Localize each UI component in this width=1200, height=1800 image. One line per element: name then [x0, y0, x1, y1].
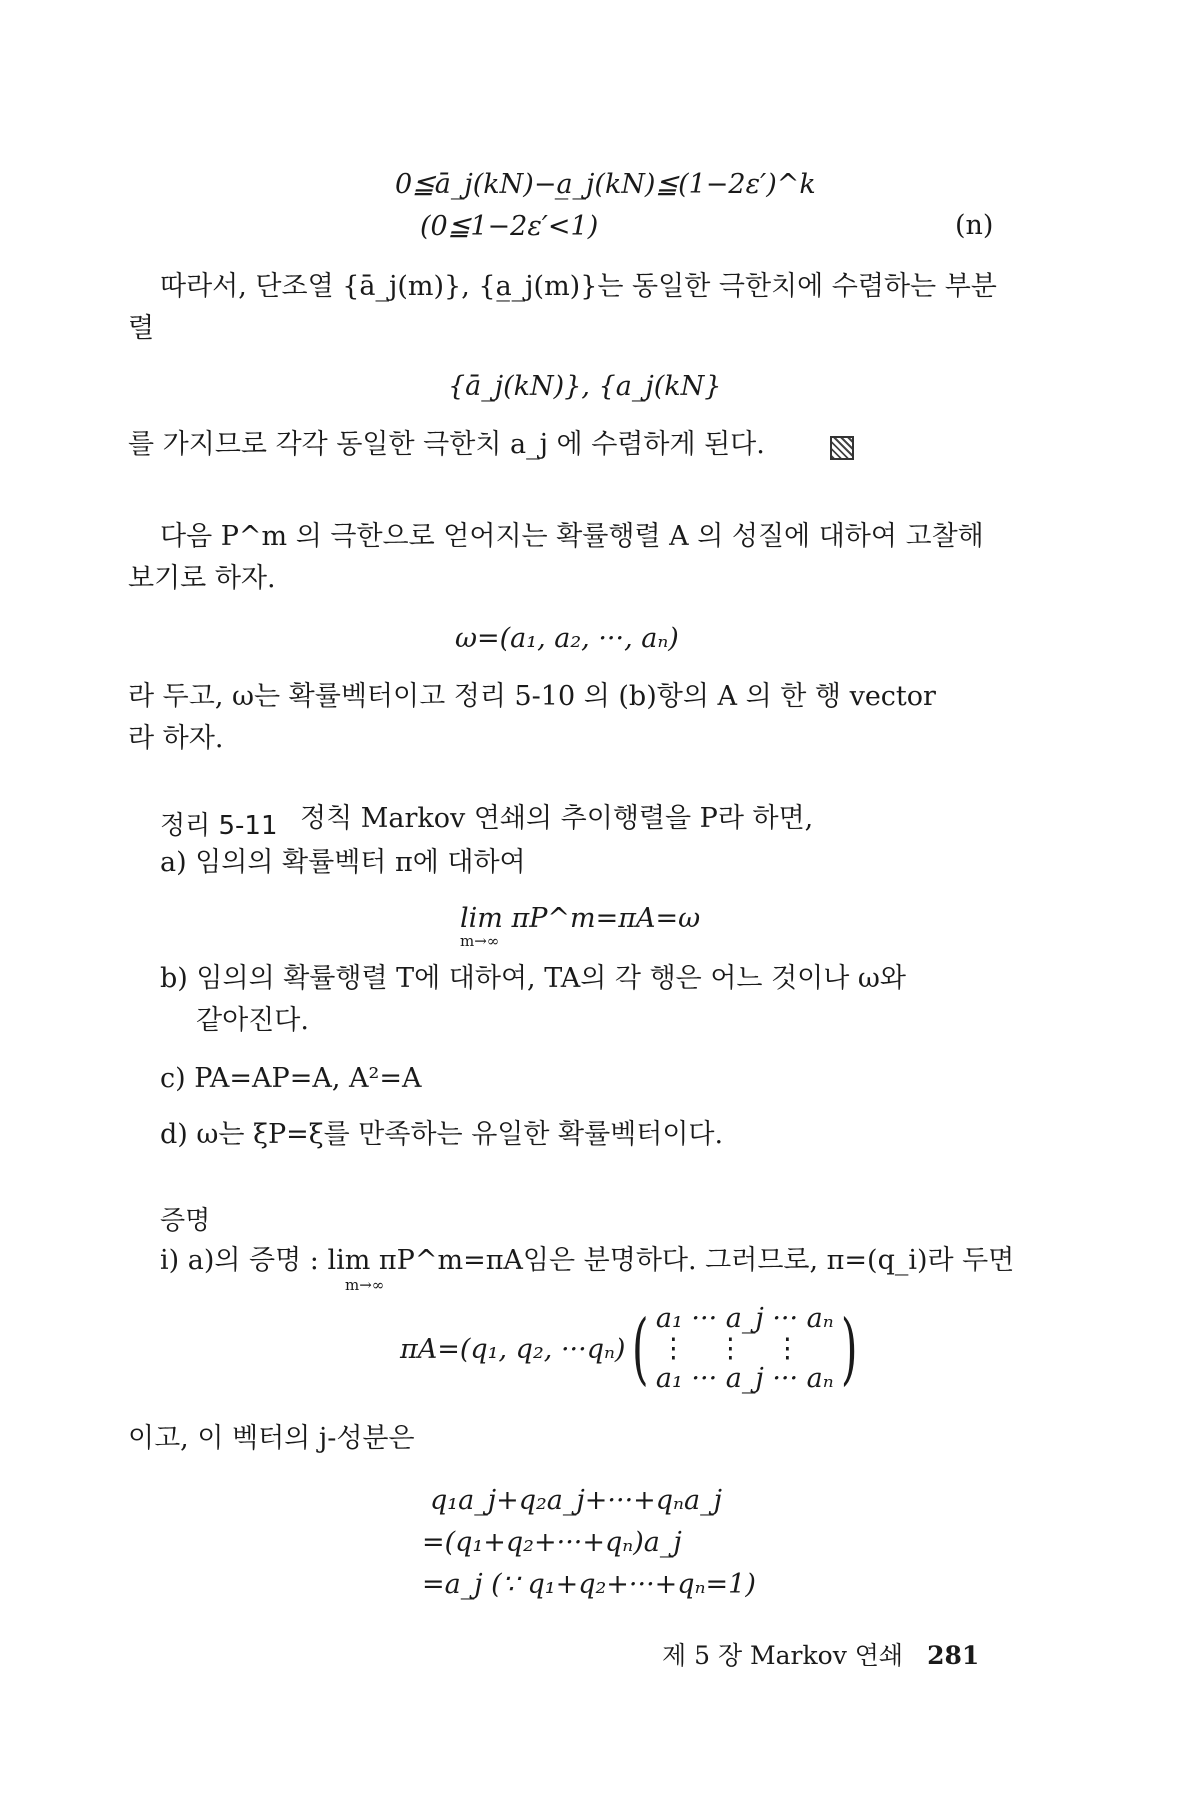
theorem-item-a: a) 임의의 확률벡터 π에 대하여 — [160, 847, 526, 878]
calc-line-3: =a_j (∵ q₁+q₂+···+qₙ=1) — [422, 1569, 756, 1600]
paragraph-3-line1: 다음 P^m 의 극한으로 얻어지는 확률행렬 A 의 성질에 대하여 고찰해 — [160, 521, 984, 552]
paragraph-1-line1: 따라서, 단조열 {ā_j(m)}, {a̲_j(m)}는 동일한 극한치에 수렴하는 부분 — [160, 271, 997, 302]
equation-n-line1: 0≦ā_j(kN)−a̲_j(kN)≦(1−2ε′)^k — [395, 169, 816, 200]
paragraph-2: 를 가지므로 각각 동일한 극한치 a_j 에 수렴하게 된다. — [128, 429, 765, 460]
paragraph-3-line2: 보기로 하자. — [128, 563, 276, 594]
matrix-equation — [400, 1304, 864, 1394]
left-paren-icon: ( — [632, 1304, 650, 1394]
page-footer — [662, 1636, 979, 1672]
theorem-a-equation: lim πP^m=πA=ω — [460, 903, 701, 934]
theorem-item-b-line2: 같아진다. — [196, 1005, 309, 1036]
page-number: 281 — [927, 1641, 980, 1670]
theorem-item-d: d) ω는 ξP=ξ를 만족하는 유일한 확률벡터이다. — [160, 1119, 724, 1150]
footer-chapter: 제 5 장 Markov 연쇄 — [662, 1641, 904, 1670]
theorem-item-b-line1: b) 임의의 확률행렬 T에 대하여, TA의 각 행은 어느 것이나 ω와 — [160, 963, 907, 994]
matrix-body — [656, 1304, 834, 1394]
qed-box-icon — [830, 436, 854, 460]
proof-label: 증명 — [160, 1206, 211, 1236]
proof-i-limit-subscript: m→∞ — [345, 1276, 385, 1294]
matrix-row-bottom: a₁ ··· a_j ··· aₙ — [655, 1363, 834, 1394]
matrix-lhs: πA=(q₁, q₂, ···qₙ) — [400, 1333, 626, 1365]
calc-line-2: =(q₁+q₂+···+qₙ)a_j — [422, 1527, 682, 1558]
theorem-label: 정리 5-11 — [160, 811, 278, 841]
right-paren-icon: ) — [840, 1304, 858, 1394]
calc-line-1: q₁a_j+q₂a_j+···+qₙa_j — [430, 1485, 722, 1516]
matrix-row-top: a₁ ··· a_j ··· aₙ — [655, 1303, 834, 1334]
proof-i-line: i) a)의 증명 : lim πP^m=πA임은 분명하다. 그러므로, π=(q_i)라 두면 — [160, 1245, 1015, 1276]
equation-subsequence: {ā_j(kN)}, {a_j(kN} — [448, 371, 722, 402]
equation-n-line2: (0≦1−2ε′<1) — [420, 211, 599, 242]
paragraph-4-line1: 라 두고, ω는 확률벡터이고 정리 5-10 의 (b)항의 A 의 한 행 vector — [128, 681, 936, 712]
equation-tag-n: (n) — [955, 210, 994, 241]
proof-after-matrix: 이고, 이 벡터의 j-성분은 — [128, 1423, 415, 1454]
paragraph-1-line2: 렬 — [128, 313, 155, 344]
theorem-a-limit-subscript: m→∞ — [460, 932, 500, 950]
theorem-item-c: c) PA=AP=A, A²=A — [160, 1063, 422, 1094]
paragraph-4-line2: 라 하자. — [128, 723, 224, 754]
matrix-row-middle: ⋮⋮⋮ — [659, 1333, 831, 1364]
theorem-intro: 정칙 Markov 연쇄의 추이행렬을 P라 하면, — [300, 803, 814, 834]
equation-omega: ω=(a₁, a₂, ···, aₙ) — [455, 623, 679, 654]
